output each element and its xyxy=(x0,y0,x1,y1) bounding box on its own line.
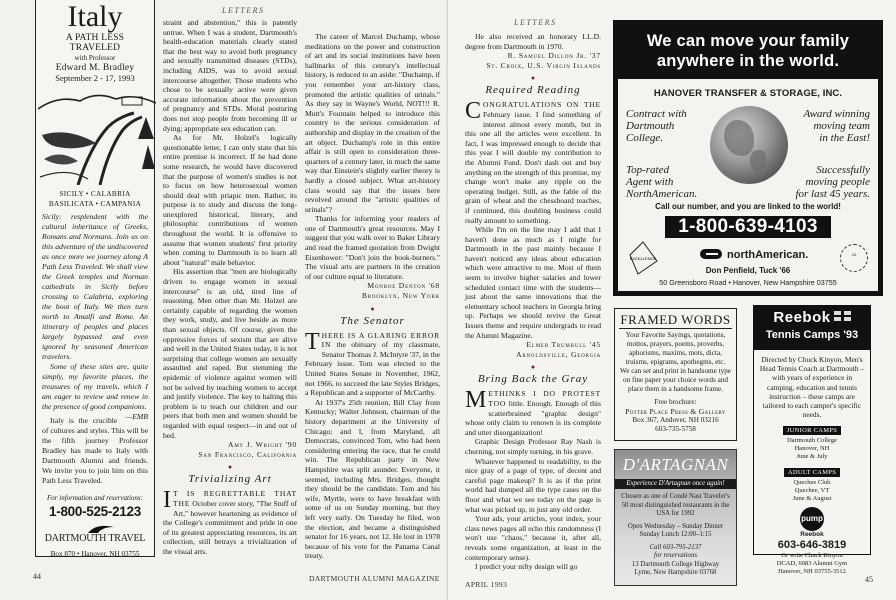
text-line: Dartmouth xyxy=(626,120,675,132)
junior-camps-label: JUNIOR CAMPS xyxy=(783,426,841,435)
junior-camps-info xyxy=(754,437,870,461)
italy-ad-with: with Professor xyxy=(74,54,116,62)
letter-paragraph: Graphic Design Professor Ray Nash is churning, not simply turning, in his grave. xyxy=(465,437,601,456)
dropcap: C xyxy=(465,98,482,125)
dartagnan-body xyxy=(615,493,736,578)
hanover-company-name: HANOVER TRANSFER & STORAGE, INC. xyxy=(653,88,843,99)
framed-words-body-2: We can set and print in handsome type on fine paper your choice words and place them in a handsome frame. xyxy=(620,367,731,393)
headline-line-1: We can move your family xyxy=(646,32,850,50)
svg-text:EXCELLENCE: EXCELLENCE xyxy=(629,256,657,261)
letter-paragraph: I predict your nifty design will go xyxy=(475,562,578,572)
letters-column-2 xyxy=(305,32,440,561)
regions-line-1: SICILY • CALABRIA xyxy=(59,189,131,198)
headline-line-2: anywhere in the world. xyxy=(656,52,840,70)
logo-travel-text: TRAVEL xyxy=(108,533,146,544)
letter-signature-name: Amy J. Wright '90 xyxy=(228,440,297,450)
dropcap: I xyxy=(163,487,171,514)
text-line: Contract with xyxy=(626,108,687,120)
letter-signature-place: Brooklyn, New York xyxy=(361,291,440,301)
letter-signature-place: San Francisco, California xyxy=(198,449,297,459)
dartagnan-lunch-hours: Sunday Lunch 12:00–1:15 xyxy=(639,531,712,538)
dartagnan-title: D'ARTAGNAN xyxy=(622,455,729,474)
letter-paragraph: Whatever happened to readability, to the nice gray of a page of type, of decent and careful page makeup? It is as if the print world had dumped all the type cases on the floor and what we see today on the page is what was picked up, in just any old order. xyxy=(465,456,601,514)
section-title-trivializing-art: Trivializing Art xyxy=(188,473,272,486)
framed-words-brochure: Free brochure: xyxy=(654,398,697,406)
northamerican-text: northAmerican. xyxy=(727,249,809,261)
reebok-header xyxy=(754,306,870,350)
letter-paragraph xyxy=(465,100,601,225)
letter-paragraph: As for Mr. Holzel's logically questionable letter, I can only state that his entire premise is incorrect. If he had done some research, he would have discovered that the purpose of women's studies is not to focus on how heterosexual women should deal with priapic men. Rather, its purpose is to study and discuss the long-unexplored historical, literary, and philosophic contributions of women throughout the world. It is offensive to assume that women students' first priority when coming to Dartmouth is to learn all about "natural" male behavior. xyxy=(163,133,297,267)
road-landscape-illustration-icon xyxy=(38,87,152,185)
letter-paragraph: His assertion that "men are biologically driven to engage women in sexual intercourse" is an old, tired line of reasoning. Men other than Mr. Holzel are certainly capable of regarding the women they work, study, and live beside as more than sexual objects. Of course, given the oppressive forces of sexism that are alive and well in the United States today, it is not surprising that college women are sexually assaulted and raped. But stemming the epidemic of violence against women will not be solved by teaching women to accept and justify violence. The key to halting this problem is to teach our children and our peers that both men and women should be regarded with equal respect—in and out of bed. xyxy=(163,267,297,440)
dartagnan-address-1: 13 Dartmouth College Highway xyxy=(631,560,720,568)
page-number-right: 45 xyxy=(865,575,873,584)
dartagnan-address-2: Lyme, New Hampshire 03768 xyxy=(634,569,717,576)
italy-ad-subtitle: A PATH LESS TRAVELED xyxy=(65,33,125,53)
info-line: Dartmouth College xyxy=(786,437,837,445)
hanover-contact-name: Don Penfield, Tuck '66 xyxy=(705,266,791,275)
dropcap: T xyxy=(305,328,320,355)
italy-ad-paragraph-1: Sicily: resplendent with the cultural inheritance of Greeks, Romans and Normans. Join us on this adventure of the undiscovered as once more we journey along A Path Less Traveled. We shall view the Greek temples and Norman cathedrals in Sicily before crossing to Calabria, exploring the boot of Italy. We then turn north to Amalfi and Rome. An itinerary of peoples and places largely bypassed and even ignored by seasoned American travelers. xyxy=(42,212,148,361)
italy-ad-professor: Edward M. Bradley xyxy=(55,63,135,73)
letter-paragraph: Thanks for informing your readers of one of Dartmouth's great resources. May I suggest that you walk over to Baker Library and read the framed quotation from Dwight Eisenhower: "Don't join the book-burners." The visual arts are partners in the creation of our culture equal to literature. xyxy=(305,214,440,281)
text-line: Successfully xyxy=(816,164,870,176)
dropcap: M xyxy=(465,387,487,414)
text-line: Agent with xyxy=(626,176,674,188)
dartagnan-tagline: Experience D'Artagnan once again! xyxy=(615,479,736,489)
logo-dartmouth-text: DARTMOUTH xyxy=(44,533,107,544)
italy-ad-body xyxy=(42,212,148,486)
northamerican-mark-icon xyxy=(700,249,722,259)
framed-words-press: Potter Place Press & Gallery xyxy=(625,407,726,416)
framed-words-phone: 603-735-5758 xyxy=(655,425,696,433)
letter-paragraph: While I'm on the line may I add that I haven't done as much as I might for Dartmouth in the past mainly because I haven't noticed any ideas about education which were attractive to me. Most of them seem to involve higher salaries and lower scheduled contact time with the students—just about the same innovations that the elementary school teachers in Georgia bring up. Perhaps we should revive the Great Issues theme and require undergrads to read the Alumni Magazine. xyxy=(465,225,601,340)
reebok-tennis-camps-ad xyxy=(753,305,871,576)
lead-in: ONGRATULATIONS ON THE xyxy=(483,100,601,110)
letter-paragraph xyxy=(163,489,297,556)
dartagnan-dinner-hours: Open Wednesday – Sunday Dinner xyxy=(627,522,724,530)
info-line: Hanover, NH xyxy=(794,445,830,453)
letter-signature-name: Elmer Trumbull '45 xyxy=(526,340,601,350)
hanover-right-top-text xyxy=(803,108,870,144)
dartagnan-restaurant-ad xyxy=(614,449,737,586)
letter-paragraph xyxy=(465,389,601,437)
framed-words-title: FRAMED WORDS xyxy=(620,312,731,327)
reebok-logo-text: Reebok xyxy=(773,309,831,326)
italy-ad-signature: —EMB xyxy=(125,412,148,421)
italy-ad-info-label: For information and reservations: xyxy=(47,494,143,502)
letter-text: little. Enough. Enough of this scatterbrained "graphic design" whose only claim to renown is its complete and utter disorganization! xyxy=(465,399,602,437)
letter-paragraph: At 1937's 25th reunion, Bill Clay from Kentucky; Walter Johnson, chairman of the history department at the University of Chicago; and I, from Maryland, all Democrats, convinced Tom, who had been considering entering the race, that he could win. The Republican party in New Hampshire was split asunder. Everyone, it seemed, including Mrs. Bridges, thought they should be the candidate. Tom and his wife, Myrtle, were to have breakfast with some of us on Sunday morning, but they left very early. On Tuesday he filed, won the election, and became a distinguished senator for 16 years, not 12. He lost in 1978 because of his vote for the Panama Canal treaty. xyxy=(305,397,440,561)
info-line: June & July xyxy=(796,453,828,461)
running-head-left: LETTERS xyxy=(222,6,265,15)
letters-column-1 xyxy=(163,18,297,556)
hanover-address: 50 Greensboro Road • Hanover, New Hampshire 03755 xyxy=(659,278,837,287)
text-line: College. xyxy=(626,132,663,144)
reebok-small-logo: Reebok xyxy=(800,531,824,539)
letters-column-right xyxy=(465,32,601,572)
letter-paragraph: The career of Marcel Duchamp, whose meditations on the power and construction of art and its social institutions have been hallmarks of this century's intellectual history, is reduced to an aside: "Duchamp, if you remember your art-history class, promoted the artistic qualities of urinals." As they say in Wayne's World, NOT!!! R. Mutt's Fountain helped to introduce this country to the serious consideration of authorship and display in the creation of the art object. Duchamp's role in this entire affair is still open to consideration three-quarters of a century later, in much the same way that Einstein's slightly earlier theory is hardly a closed subject. What art-history class would say that the issues here revolved around the "artistic qualities of urinals"? xyxy=(305,32,440,214)
framed-words-address: Box 367, Andover, NH 03216 xyxy=(632,416,719,424)
adult-camps-info xyxy=(754,479,870,503)
footer-date: APRIL 1993 xyxy=(465,580,508,589)
framed-words-body-1: Your Favorite Sayings, quotations, mottos, prayers, poems, proverbs, aphorisms, maxims, mots, dicta, truisms, epigrams, apothegms, etc. xyxy=(625,331,726,366)
dartagnan-phone: Call 603-795-2137 xyxy=(649,543,702,551)
reebok-body: Directed by Chuck Kinyon, Men's Head Tennis Coach at Dartmouth – with years of experience in camping, education and tennis instruction – these camps are tailored to each camper's specific needs. xyxy=(759,355,865,420)
text-line: moving team xyxy=(813,120,870,132)
northamerican-logo xyxy=(700,249,808,261)
bird-logo-icon xyxy=(86,523,116,535)
dartagnan-reservations: for reservations xyxy=(654,552,697,559)
text-line: moving people xyxy=(805,176,870,188)
italy-ad-paragraph-2 xyxy=(42,362,148,421)
italy-ad-regions xyxy=(42,189,148,208)
info-line: Quechee, VT xyxy=(794,487,830,495)
letter-paragraph xyxy=(305,328,441,398)
globe-icon xyxy=(710,106,788,184)
letter-paragraph: Your ads, your articles, your index, your class news pages all echo this randomness (I won't use "chaos," because it, after all, reveals some organization, at least in the contemporary sense). xyxy=(465,514,601,562)
adult-camps-label: ADULT CAMPS xyxy=(784,468,840,477)
reebok-write-1: Or write Chuck Kinyon xyxy=(781,552,843,560)
text-line: Top-rated xyxy=(626,164,669,176)
letter-paragraph: He also received an honorary LL.D. degree from Dartmouth in 1970. xyxy=(465,32,601,51)
section-title-required-reading: Required Reading xyxy=(485,84,581,97)
hanover-call-line: Call our number, and you are linked to the world! xyxy=(655,202,841,211)
hanover-left-bottom-text xyxy=(626,164,697,200)
reebok-phone: 603-646-3819 xyxy=(777,539,847,552)
italy-ad-address: Box 870 • Hanover, NH 03755 xyxy=(50,550,140,558)
info-line: June & August xyxy=(792,495,832,503)
section-title-bring-back-the-gray: Bring Back the Gray xyxy=(477,373,589,386)
letter-paragraph: straint and abstention," this is patently untrue. When I was a student, Dartmouth's health-education materials clearly stated that the best way to avoid both pregnancy and sexually transmitted diseases (STDs), including AIDS, was to avoid sexual intercourse altogether. Those students who chose to be sexually active were given accurate information about the prevention of pregnancy and STDs. Moral posturing does not stop people from becoming ill or dying; appropriate sex education can. xyxy=(163,18,297,133)
lead-in: HERE IS A GLARING ERROR IN xyxy=(321,330,440,350)
hanover-phone-number: 1-800-639-4103 xyxy=(665,216,831,238)
reebok-logo xyxy=(754,309,870,327)
footer-magazine-name: DARTMOUTH ALUMNI MAGAZINE xyxy=(309,574,440,583)
section-ornament-icon: ● xyxy=(370,304,375,313)
section-ornament-icon: ● xyxy=(530,74,536,83)
letter-text: February issue. I find something of interest almost every month, but in this one all the articles were excellent. In fact, I was impressed enough to decide that this year I will double my contribution to the Alumni Fund. Don't dash out and buy anything on the strength of this promise, my change won't make any ripple on the operating budget. Still, as the fable of the grain of wheat and the chessboard teaches, if continued, this doubling business could really amount to something. xyxy=(465,109,601,225)
dartmouth-travel-logo xyxy=(42,533,148,544)
hanover-left-top-text xyxy=(626,108,687,144)
text-line: NorthAmerican. xyxy=(626,188,698,200)
hanover-ad-headline xyxy=(614,21,882,71)
italy-ad-dates: September 2 - 17, 1993 xyxy=(55,73,135,83)
italy-ad-title: Italy xyxy=(67,0,123,33)
framed-words-ad xyxy=(614,308,737,441)
lead-in: T IS REGRETTABLE THAT THE xyxy=(173,489,297,508)
italy-ad-paragraph-3: Italy is the crucible of cultures and styles. This will be the fifth journey Professor Bradley has made to Italy with Dartmouth Alumni and friends. We invite you to join him on this Path Less Traveled. xyxy=(42,416,148,485)
section-ornament-icon: ● xyxy=(530,363,536,372)
text-line: for last 45 years. xyxy=(795,188,870,200)
section-title-the-senator: The Senator xyxy=(340,314,405,327)
hanover-right-bottom-text xyxy=(795,164,870,200)
union-jack-flag-icon xyxy=(834,311,851,321)
regions-line-2: BASILICATA • CAMPANIA xyxy=(48,198,142,208)
award-seal-text: 10 xyxy=(851,252,857,257)
text-line: Award winning xyxy=(803,108,870,120)
letter-text: the obituary of my classmate, Senator Thomas J. McIntyre '37, in the February issue. Tom was elected to the United States Senate in November, 1962, not 1966, to succeed the late Styles Bridges, a Republican and a supporter of McCarthy. xyxy=(305,340,441,398)
letter-signature-place: Arnoldsville, Georgia xyxy=(516,349,601,359)
letter-signature-name: R. Samuel Dillon Jr. '37 xyxy=(507,51,601,61)
hanover-transfer-ad xyxy=(613,20,883,296)
reebok-write-3: Hanover, NH 03755-3512 xyxy=(778,568,846,576)
reebok-write-2: DCAD, 6083 Alumni Gym xyxy=(776,560,848,568)
info-line: Quechee Club xyxy=(793,479,831,487)
dartagnan-award: Chosen as one of Condé Nast Traveler's 50 most distinguished restaurants in the USA for 1992 xyxy=(621,493,730,517)
italy-ad-phone: 1-800-525-2123 xyxy=(49,504,141,519)
letter-signature-place: St. Croix, U.S. Virgin Islands xyxy=(486,60,601,70)
letter-signature-name: Monroe Denton '68 xyxy=(367,281,440,291)
lead-in: ETHINKS I DO PROTEST TOO xyxy=(488,389,601,408)
page-number-left: 44 xyxy=(33,572,41,581)
reebok-subtitle: Tennis Camps '93 xyxy=(765,329,859,341)
hanover-ad-panel xyxy=(618,79,878,291)
italy-ad-paragraph-2-text: Some of these sites are, quite simply, my favorite places, the treasures of my travels, which I am eager to review and renew in the presence of good companions. xyxy=(42,362,148,411)
section-ornament-icon: ● xyxy=(227,463,233,472)
italy-travel-ad xyxy=(35,0,155,557)
running-head-right: LETTERS xyxy=(514,18,557,27)
text-line: in the East! xyxy=(819,132,870,144)
letter-text: October cover story, "The Stuff of Art," however heartening as evidence of the College's commitment and pride in one of its greatest appreciating resources, its art collection, still betrays a trivialization of the visual arts. xyxy=(163,498,297,556)
pump-logo-icon: pump xyxy=(800,507,824,531)
